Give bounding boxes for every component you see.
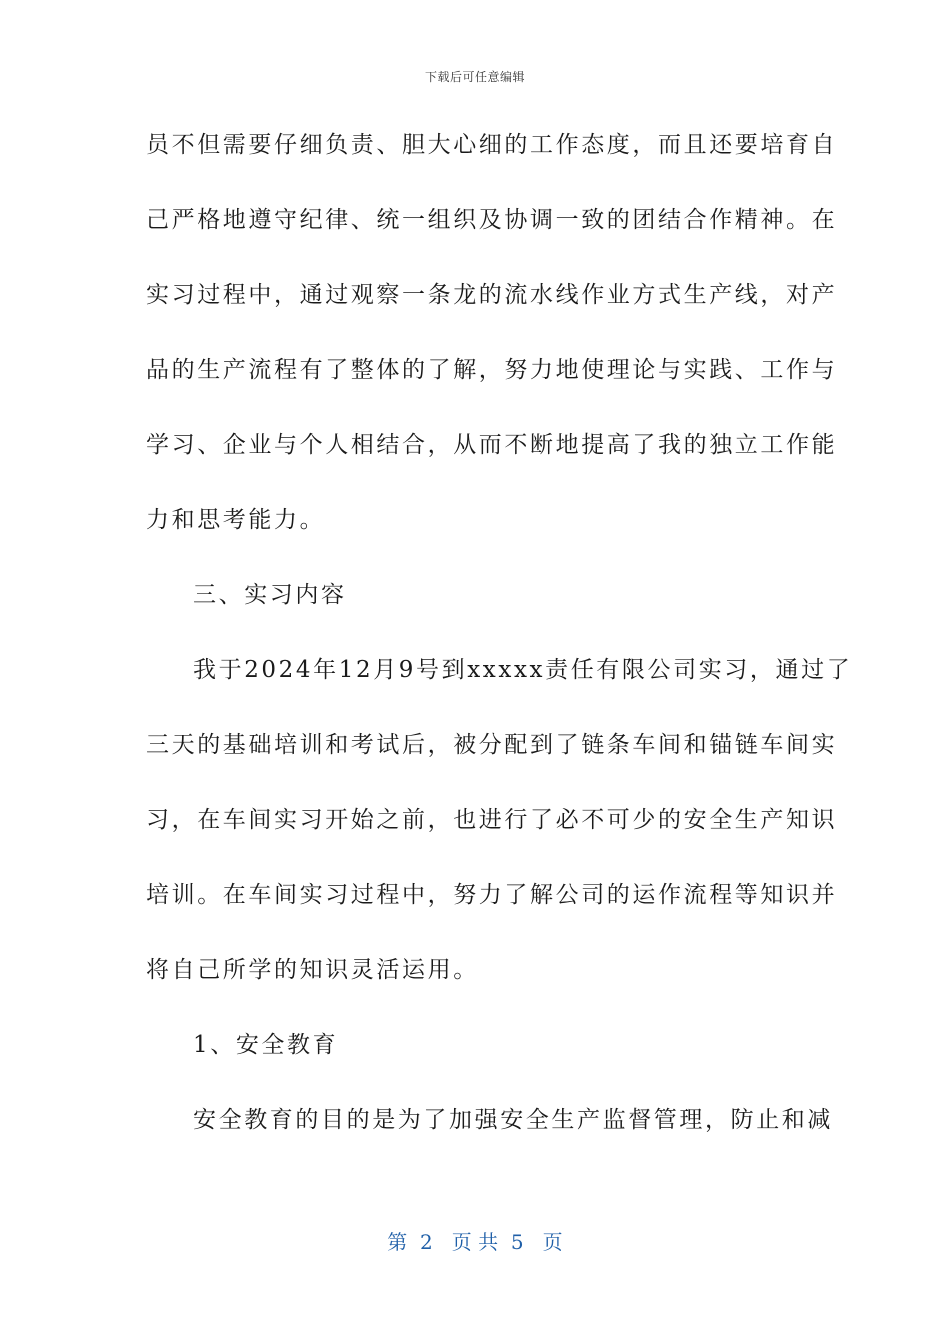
paragraph-line: 习，在车间实习开始之前，也进行了必不可少的安全生产知识 [146,807,838,833]
paragraph-line: 品的生产流程有了整体的了解，努力地使理论与实践、工作与 [146,357,838,383]
paragraph-line: 学习、企业与个人相结合，从而不断地提高了我的独立工作能 [146,432,838,458]
paragraph-line: 三天的基础培训和考试后，被分配到了链条车间和锚链车间实 [146,732,838,758]
paragraph-line: 将自己所学的知识灵活运用。 [146,957,479,983]
subsection-heading: 1、安全教育 [193,1032,339,1058]
header-note: 下载后可任意编辑 [424,70,525,84]
paragraph-line: 实习过程中，通过观察一条龙的流水线作业方式生产线，对产 [146,282,838,308]
document-body [146,126,853,1176]
paragraph-line: 己严格地遵守纪律、统一组织及协调一致的团结合作精神。在 [146,207,838,233]
paragraph-line: 培训。在车间实习过程中，努力了解公司的运作流程等知识并 [146,882,838,908]
page-number: 第 2 页 共 5 页 [387,1230,563,1254]
paragraph-line: 员不但需要仔细负责、胆大心细的工作态度，而且还要培育自 [146,132,838,158]
paragraph-line: 我于2024年12月9号到xxxxx责任有限公司实习，通过了 [193,657,853,683]
section-heading: 三、实习内容 [193,582,347,608]
paragraph-line: 安全教育的目的是为了加强安全生产监督管理，防止和减 [193,1107,833,1133]
paragraph-line: 力和思考能力。 [146,507,326,533]
